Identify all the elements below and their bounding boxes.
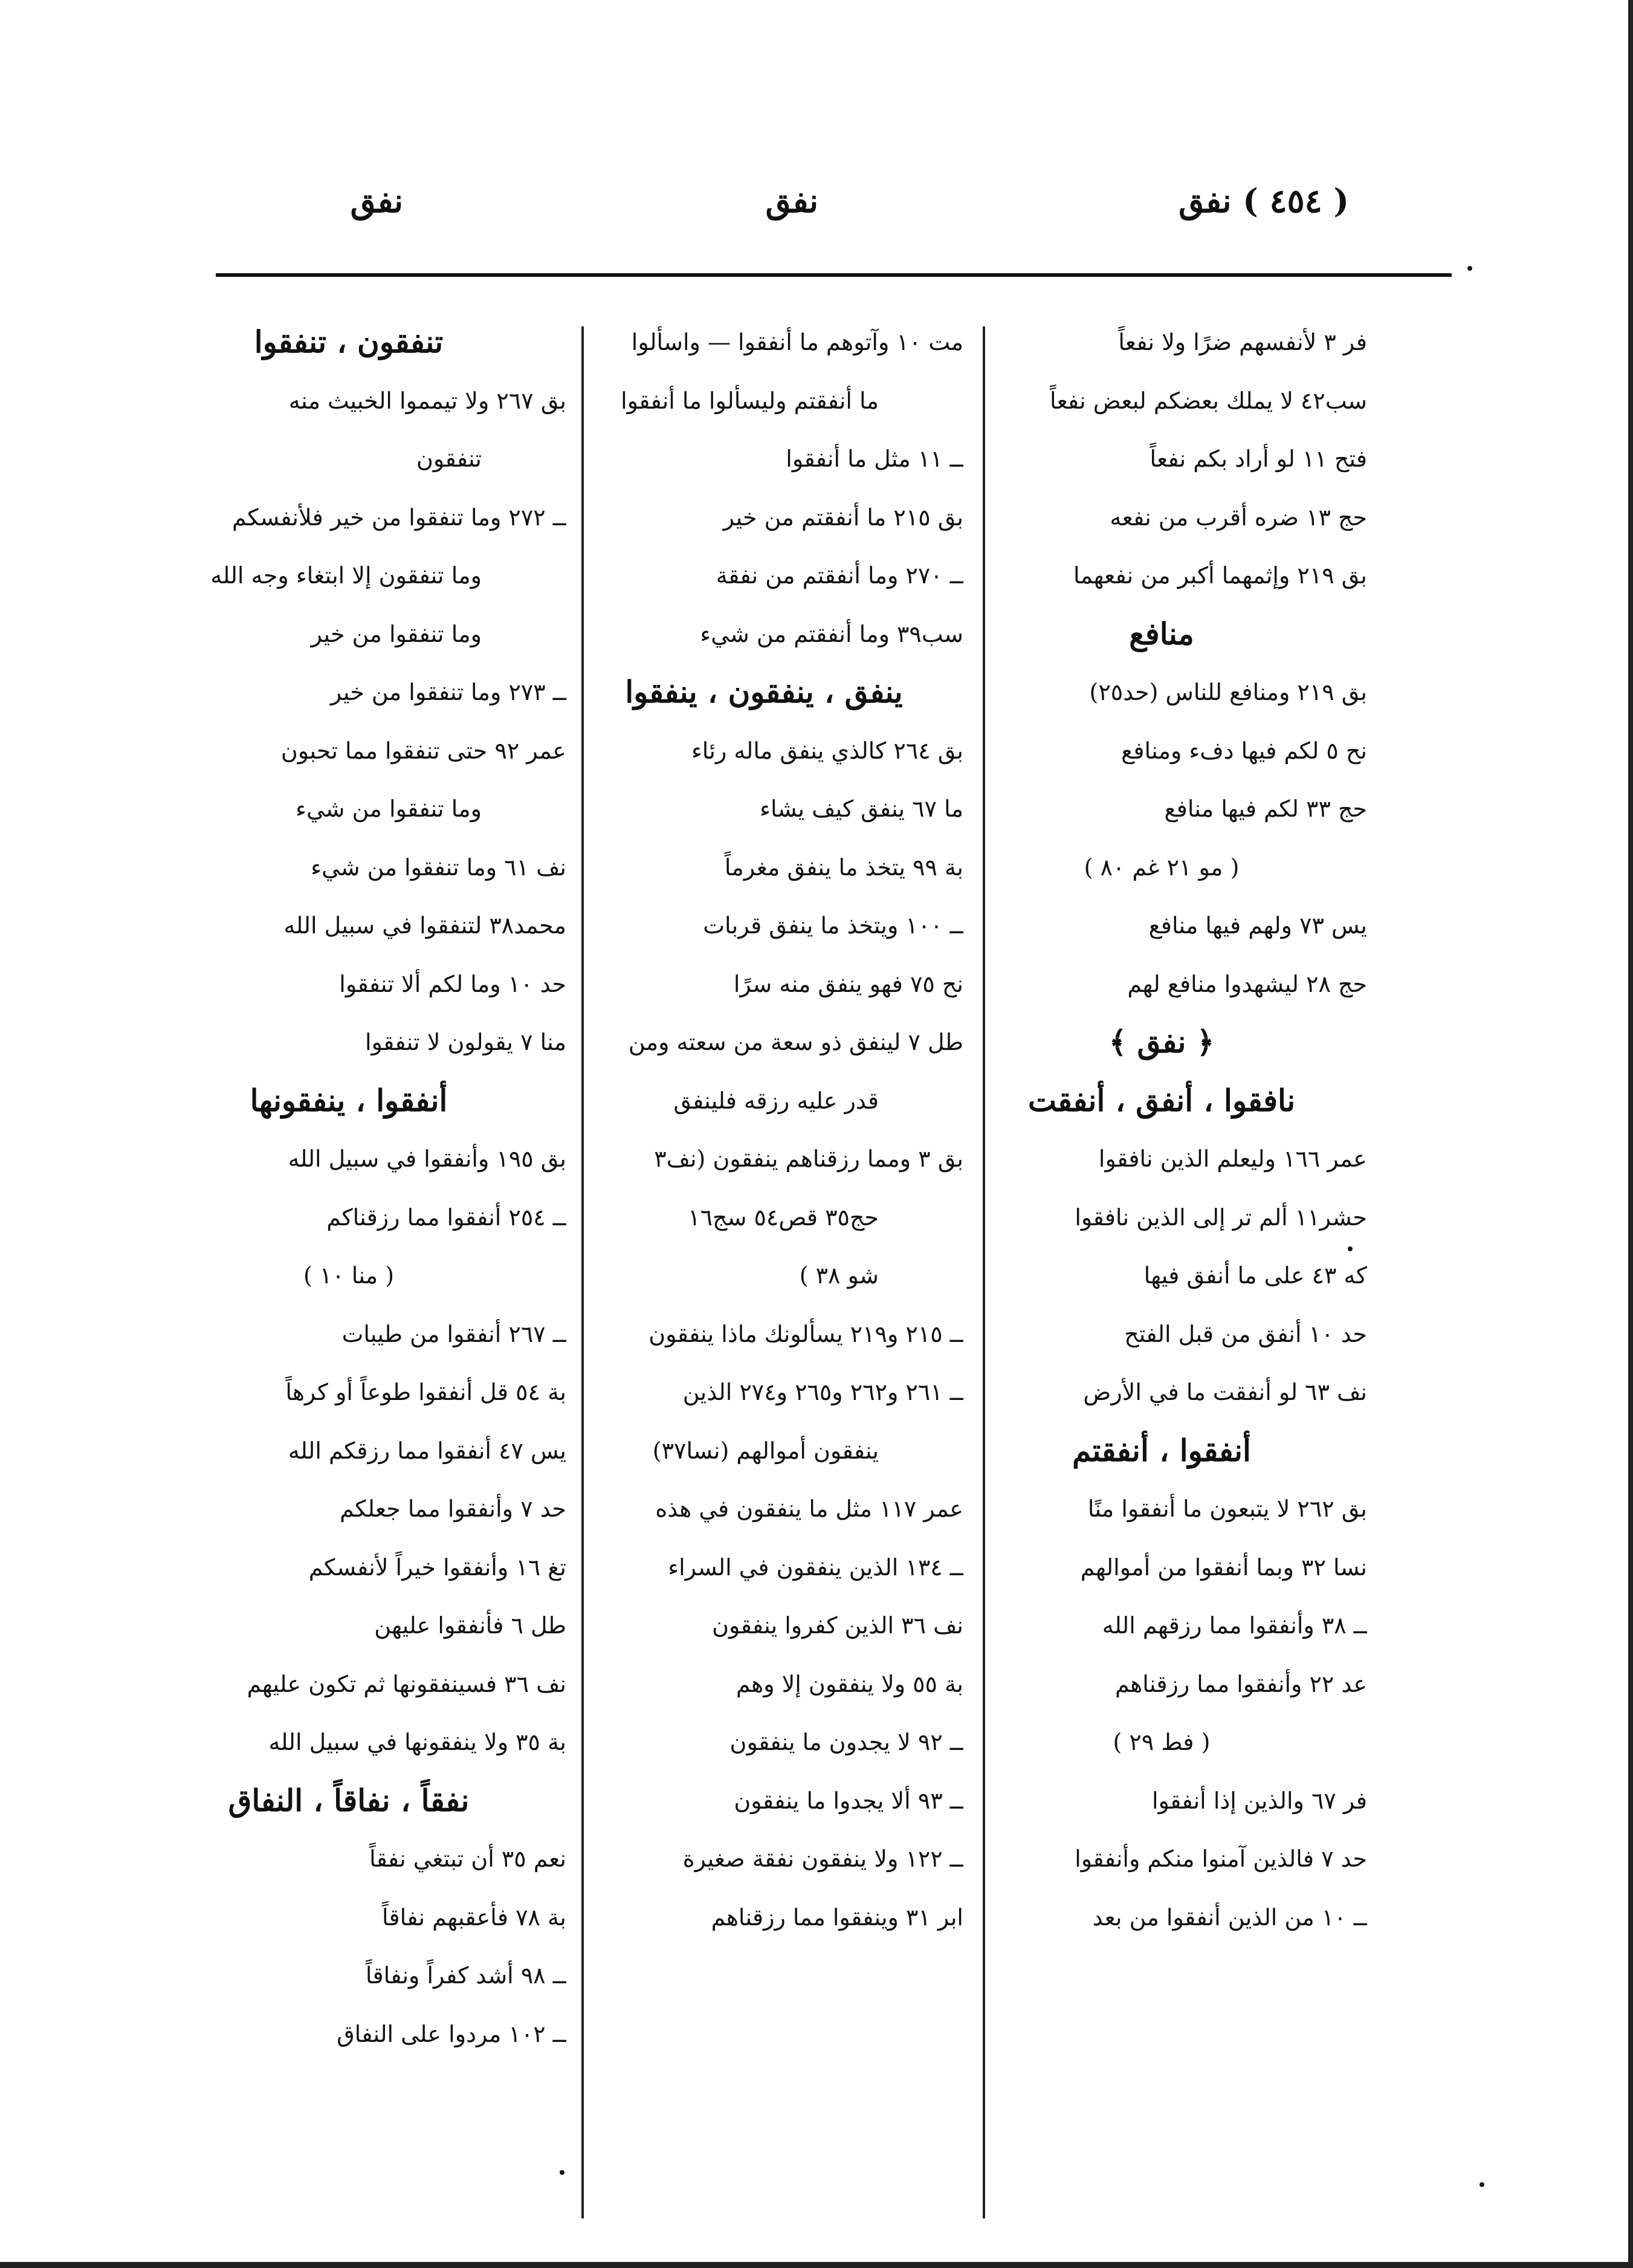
header-root-left: نفق: [350, 181, 403, 220]
entry-heading: منافع: [1129, 615, 1194, 652]
entry-line: بق ٢١٩ ومنافع للناس (حد٢٥): [1089, 679, 1367, 705]
entry-line: بة ٥٤ قل أنفقوا طوعاً أو كرهاً: [285, 1379, 566, 1405]
entry-line: حد ١٠ أنفق من قبل الفتح: [1124, 1320, 1367, 1347]
entry-line: فر ٣ لأنفسهم ضرًا ولا نفعاً: [1118, 329, 1367, 355]
entry-line: حج٣٥ قص٥٤ سج١٦: [688, 1204, 879, 1231]
entry-line: مت ١٠ وآتوهم ما أنفقوا — واسألوا: [631, 329, 963, 355]
entry-heading: ﴿ نفق ﴾: [1108, 1024, 1215, 1060]
entry-heading: نفقاً ، نفاقاً ، النفاق: [228, 1782, 470, 1818]
entry-line: نف ٦٣ لو أنفقت ما في الأرض: [1083, 1379, 1367, 1405]
entry-line: ما ٦٧ ينفق كيف يشاء: [760, 795, 963, 822]
entry-line: حج ٣٣ لكم فيها منافع: [1164, 795, 1367, 822]
entry-line: بق ١٩٥ وأنفقوا في سبيل الله: [288, 1145, 566, 1172]
column-right: [956, 313, 1367, 1946]
entry-line: ( مو ٢١ غم ٨٠ ): [1084, 854, 1240, 881]
entry-line: ــ ٢١٥ و٢١٩ يسألونك ماذا ينفقون: [648, 1320, 963, 1347]
entry-line: وما تنفقون إلا ابتغاء وجه الله: [210, 562, 482, 589]
entry-line: منا ٧ يقولون لا تنفقوا: [364, 1029, 566, 1055]
header-divider: [216, 273, 1452, 277]
header-root-middle: نفق: [765, 181, 818, 220]
entry-line: بة ٥٥ ولا ينفقون إلا وهم: [736, 1670, 963, 1697]
entry-line: نسا ٣٢ وبما أنفقوا من أموالهم: [1080, 1554, 1367, 1581]
entry-heading: تنفقون ، تنفقوا: [254, 324, 444, 360]
entry-line: ــ ٢٦٧ أنفقوا من طيبات: [341, 1320, 566, 1347]
entry-line: بق ٣ ومما رزقناهم ينفقون (نف٣: [654, 1145, 963, 1172]
entry-line: فر ٦٧ والذين إذا أنفقوا: [1151, 1787, 1367, 1814]
entry-line: ــ ١٢٢ ولا ينفقون نفقة صغيرة: [682, 1845, 963, 1872]
entry-line: حد ٧ فالذين آمنوا منكم وأنفقوا: [1075, 1845, 1367, 1872]
scan-border-right: [1628, 0, 1633, 2268]
entry-line: طل ٧ لينفق ذو سعة من سعته ومن: [628, 1029, 963, 1055]
entry-line: شو ٣٨ ): [799, 1262, 879, 1289]
entry-line: ــ ٢٧٢ وما تنفقوا من خير فلأنفسكم: [232, 504, 566, 531]
entry-line: كه ٤٣ على ما أنفق فيها: [1143, 1262, 1367, 1289]
entry-line: حج ٢٨ ليشهدوا منافع لهم: [1127, 970, 1367, 997]
entry-heading: أنفقوا ، أنفقتم: [1072, 1432, 1251, 1468]
scan-speck: [1467, 266, 1472, 271]
entry-line: بق ٢١٩ وإثمهما أكبر من نفعهما: [1073, 562, 1367, 589]
entry-line: بة ٩٩ يتخذ ما ينفق مغرماً: [724, 854, 963, 881]
entry-line: فتح ١١ لو أراد بكم نفعاً: [1150, 446, 1367, 472]
entry-line: بة ٧٨ فأعقبهم نفاقاً: [381, 1904, 566, 1931]
entry-line: سب٣٩ وما أنفقتم من شيء: [700, 620, 963, 647]
entry-line: يس ٤٧ أنفقوا مما رزقكم الله: [288, 1437, 566, 1464]
entry-line: حد ١٠ وما لكم ألا تنفقوا: [339, 970, 566, 997]
entry-line: ــ ٢٧٣ وما تنفقوا من خير: [330, 679, 566, 705]
entry-line: ــ ٢٦١ و٢٦٢ و٢٦٥ و٢٧٤ الذين: [682, 1379, 963, 1405]
entry-line: عمر ١١٧ مثل ما ينفقون في هذه: [655, 1495, 963, 1522]
entry-line: ــ ١١ مثل ما أنفقوا: [786, 446, 963, 472]
entry-line: ينفقون أموالهم (نسا٣٧): [652, 1437, 879, 1464]
scan-speck: [1348, 1246, 1353, 1251]
entry-line: حج ١٣ ضره أقرب من نفعه: [1110, 504, 1367, 531]
entry-line: نف ٣٦ الذين كفروا ينفقون: [712, 1612, 963, 1639]
column-left: [131, 313, 566, 2063]
entry-line: سب٤٢ لا يملك بعضكم لبعض نفعاً: [1050, 387, 1367, 414]
entry-line: طل ٦ فأنفقوا عليهن: [374, 1612, 566, 1639]
entry-line: نف ٦١ وما تنفقوا من شيء: [311, 854, 566, 881]
entry-line: ــ ١٠٢ مردوا على النفاق: [337, 2020, 566, 2047]
entry-line: نح ٧٥ فهو ينفق منه سرًا: [733, 970, 963, 997]
entry-line: نح ٥ لكم فيها دفء ومنافع: [1121, 737, 1367, 764]
entry-line: نعم ٣٥ أن تبتغي نفقاً: [369, 1845, 566, 1872]
entry-line: ــ ٣٨ وأنفقوا مما رزقهم الله: [1102, 1612, 1367, 1639]
entry-line: حشر١١ ألم تر إلى الذين نافقوا: [1075, 1204, 1367, 1231]
column-middle: [564, 313, 963, 1946]
entry-line: وما تنفقوا من خير: [311, 620, 482, 647]
entry-line: نف ٣٦ فسينفقونها ثم تكون عليهم: [247, 1670, 566, 1697]
entry-heading: أنفقوا ، ينفقونها: [250, 1082, 448, 1118]
entry-line: بق ٢١٥ ما أنفقتم من خير: [723, 504, 963, 531]
entry-line: ــ ٩٨ أشد كفراً ونفاقاً: [365, 1962, 566, 1989]
entry-line: تغ ١٦ وأنفقوا خيراً لأنفسكم: [308, 1554, 566, 1581]
entry-line: بة ٣٥ ولا ينفقونها في سبيل الله: [268, 1729, 566, 1755]
scan-speck: [1479, 2182, 1484, 2187]
entry-line: تنفقون: [416, 446, 482, 472]
entry-line: ( فط ٢٩ ): [1113, 1729, 1211, 1755]
entry-heading: ينفق ، ينفقون ، ينفقوا: [625, 674, 903, 710]
entry-line: عمر ٩٢ حتى تنفقوا مما تحبون: [280, 737, 566, 764]
entry-line: قدر عليه رزقه فلينفق: [673, 1087, 879, 1114]
entry-line: محمد٣٨ لتنفقوا في سبيل الله: [283, 912, 566, 939]
header-page-number-and-root: ( ٤٥٤ ) نفق: [1179, 181, 1349, 220]
entry-line: ــ ٩٢ لا يجدون ما ينفقون: [729, 1729, 963, 1755]
entry-line: ــ ٢٧٠ وما أنفقتم من نفقة: [716, 562, 963, 589]
entry-line: حد ٧ وأنفقوا مما جعلكم: [340, 1495, 566, 1522]
entry-line: ــ ٩٣ ألا يجدوا ما ينفقون: [734, 1787, 963, 1814]
entry-line: عمر ١٦٦ وليعلم الذين نافقوا: [1098, 1145, 1367, 1172]
entry-line: بق ٢٦٧ ولا تيمموا الخبيث منه: [288, 387, 566, 414]
entry-line: ــ ١٣٤ الذين ينفقون في السراء: [668, 1554, 963, 1581]
entry-line: عد ٢٢ وأنفقوا مما رزقناهم: [1114, 1670, 1367, 1697]
entry-line: ( منا ١٠ ): [303, 1262, 395, 1289]
entry-line: ما أنفقتم وليسألوا ما أنفقوا: [621, 387, 879, 414]
entry-line: ابر ٣١ وينفقوا مما رزقناهم: [711, 1904, 963, 1931]
entry-line: ــ ١٠ من الذين أنفقوا من بعد: [1092, 1904, 1367, 1931]
scan-border-bottom: [0, 2262, 1633, 2268]
entry-line: بق ٢٦٤ كالذي ينفق ماله رئاء: [691, 737, 963, 764]
scan-speck: [560, 2170, 564, 2175]
entry-line: يس ٧٣ ولهم فيها منافع: [1148, 912, 1367, 939]
entry-line: وما تنفقوا من شيء: [296, 795, 482, 822]
entry-line: ــ ١٠٠ ويتخذ ما ينفق قربات: [703, 912, 963, 939]
entry-line: ــ ٢٥٤ أنفقوا مما رزقناكم: [326, 1204, 566, 1231]
entry-heading: نافقوا ، أنفق ، أنفقت: [1027, 1082, 1296, 1118]
entry-line: بق ٢٦٢ لا يتبعون ما أنفقوا منًا: [1087, 1495, 1367, 1522]
